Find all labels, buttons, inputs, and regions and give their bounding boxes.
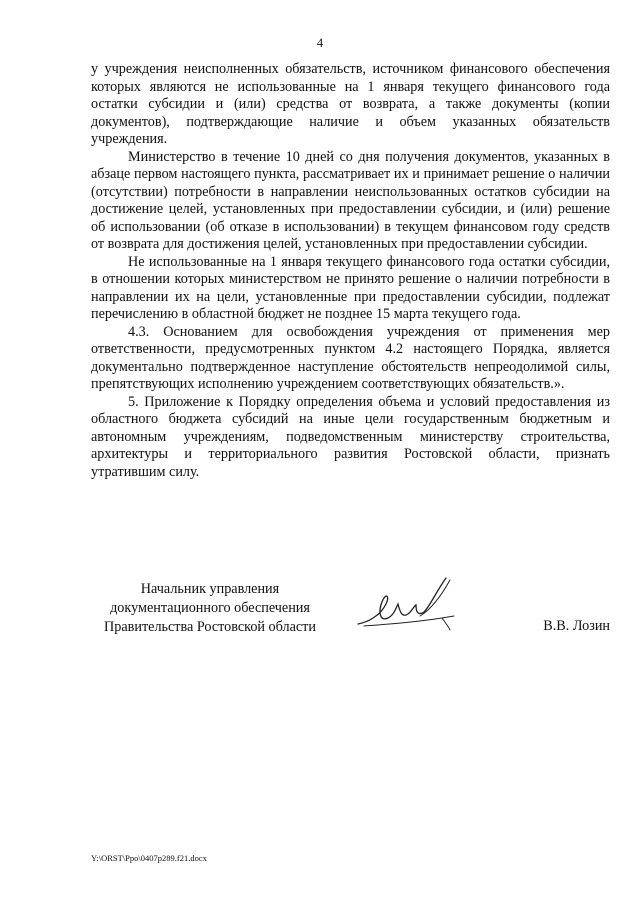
signatory-title	[90, 580, 330, 637]
paragraph: Не использованные на 1 января текущего финансового года остатки субсидии, в отношении которых министерством не принято решение о наличии потребности в направлении их на цели, установленные при предоставлении субсидии, подлежат перечислению в областной бюджет не позднее 15 марта текущего года.	[91, 253, 610, 322]
file-path-footer: Y:\ORST\Ppo\0407p289.f21.docx	[91, 853, 207, 863]
document-body	[91, 61, 610, 481]
signatory-title-line: Начальник управления	[140, 581, 280, 597]
signatory-name: В.В. Лозин	[543, 618, 610, 634]
page-number: 4	[316, 36, 324, 50]
paragraph: Министерство в течение 10 дней со дня получения документов, указанных в абзаце первом настоящего пункта, рассматривает их и принимает решение о наличии (отсутствии) потребности в направлении неиспользованных остатков субсидии на достижение целей, установленных при предоставлении субсидии, и (или) решение об использовании (об отказе в использовании) в текущем финансовом году средств от возврата для достижения целей, установленных при предоставлении субсидии.	[91, 148, 610, 252]
paragraph: 4.3. Основанием для освобождения учреждения от применения мер ответственности, предусмотренных пунктом 4.2 настоящего Порядка, является документально подтвержденное наступление обстоятельств непреодолимой силы, препятствующих исполнению учреждением соответствующих обязательств.».	[91, 323, 610, 392]
paragraph: у учреждения неисполненных обязательств, источником финансового обеспечения которых являются не использованные на 1 января текущего финансового года остатки субсидии и (или) средства от возврата, а также документы (копии документов), подтверждающие наличие и объем указанных обязательств учреждения.	[91, 61, 610, 147]
signatory-title-line: Правительства Ростовской области	[104, 619, 316, 635]
paragraph: 5. Приложение к Порядку определения объема и условий предоставления из областного бюджета субсидий на иные цели государственным бюджетным и автономным учреждениям, подведомственным министерству строительства, архитектуры и территориального развития Ростовской области, признать утратившим силу.	[91, 393, 610, 480]
signatory-title-line: документационного обеспечения	[110, 600, 310, 616]
handwritten-signature	[350, 572, 470, 638]
